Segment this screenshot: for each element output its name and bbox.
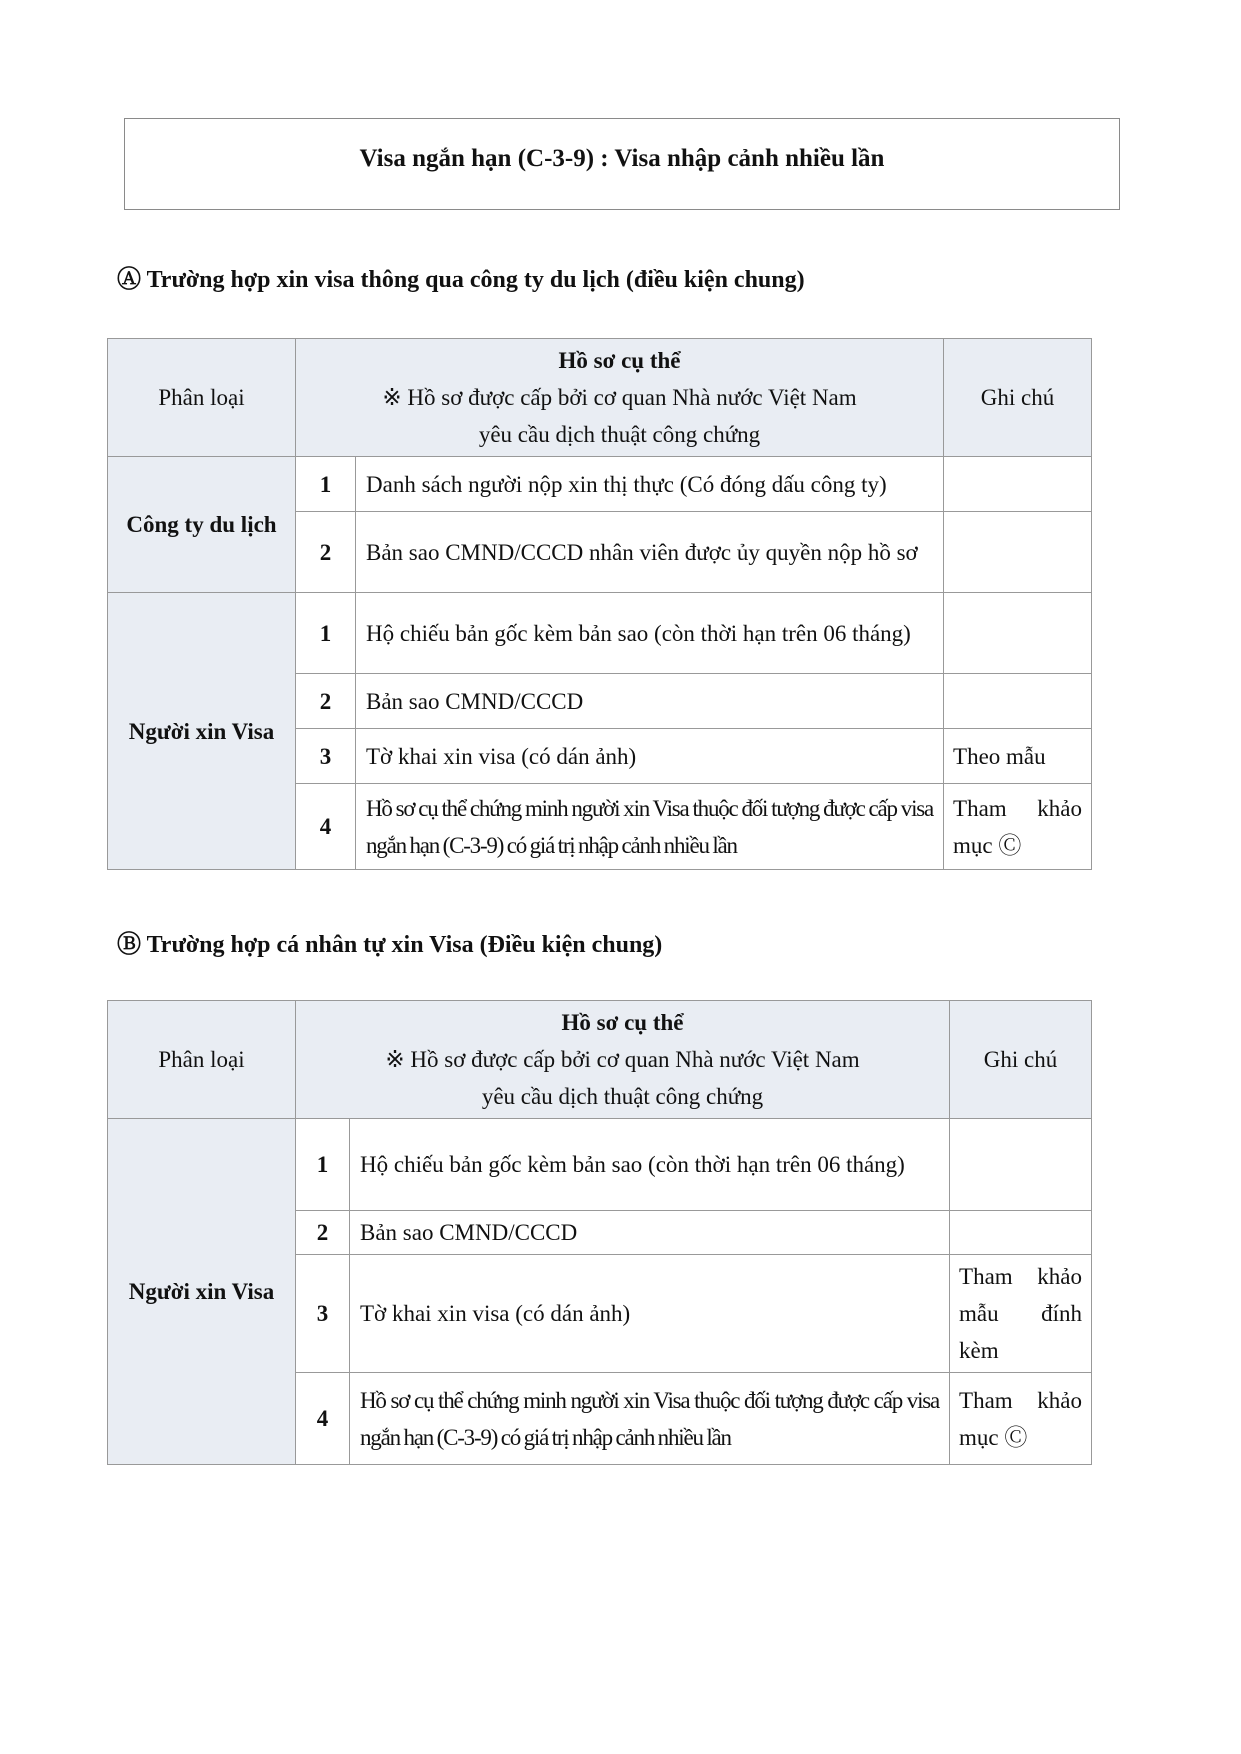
document-description: Hồ sơ cụ thể chứng minh người xin Visa thuộc đối tượng được cấp visa ngắn hạn (C-3-9) có giá trị nhập cảnh nhiều lần [356,784,944,870]
row-number: 1 [296,457,356,512]
table-row [108,1119,1092,1211]
requirements-table-individual [107,1000,1092,1465]
header-documents-title: Hồ sơ cụ thể [561,1010,684,1035]
note-cell: Tham khảo mục Ⓒ [944,784,1092,870]
note-cell [950,1119,1092,1211]
note-cell [944,593,1092,674]
row-number: 2 [296,512,356,593]
note-cell [944,512,1092,593]
row-number: 1 [296,593,356,674]
table-row [108,593,1092,674]
section-b-heading: Ⓑ Trường hợp cá nhân tự xin Visa (Điều kiện chung) [117,932,663,958]
document-description: Tờ khai xin visa (có dán ảnh) [350,1255,950,1373]
note-cell [950,1211,1092,1255]
document-description: Hồ sơ cụ thể chứng minh người xin Visa thuộc đối tượng được cấp visa ngắn hạn (C-3-9) có giá trị nhập cảnh nhiều lần [350,1373,950,1465]
header-documents-note: ※ Hồ sơ được cấp bởi cơ quan Nhà nước Việt Nam [382,385,857,410]
note-cell: Tham khảo mục Ⓒ [950,1373,1092,1465]
category-cell-travel-agency: Công ty du lịch [108,457,296,593]
document-description: Hộ chiếu bản gốc kèm bản sao (còn thời hạn trên 06 tháng) [350,1119,950,1211]
document-description: Bản sao CMND/CCCD [356,674,944,729]
row-number: 1 [296,1119,350,1211]
header-documents [296,339,944,457]
category-cell-applicant: Người xin Visa [108,1119,296,1465]
header-category: Phân loại [108,339,296,457]
header-documents-note-2: yêu cầu dịch thuật công chứng [478,422,761,447]
row-number: 4 [296,784,356,870]
document-description: Bản sao CMND/CCCD [350,1211,950,1255]
note-cell: Theo mẫu [944,729,1092,784]
table-header-row [108,339,1092,457]
header-note: Ghi chú [950,1001,1092,1119]
header-documents [296,1001,950,1119]
header-documents-title: Hồ sơ cụ thể [558,348,681,373]
note-cell [944,674,1092,729]
note-cell [944,457,1092,512]
document-title: Visa ngắn hạn (C-3-9) : Visa nhập cảnh nhiều lần [359,145,885,172]
table-row [108,457,1092,512]
section-a-heading: Ⓐ Trường hợp xin visa thông qua công ty du lịch (điều kiện chung) [117,267,805,293]
document-description: Danh sách người nộp xin thị thực (Có đóng dấu công ty) [356,457,944,512]
document-description: Tờ khai xin visa (có dán ảnh) [356,729,944,784]
document-title-box [124,118,1120,210]
category-cell-applicant: Người xin Visa [108,593,296,870]
note-cell: Tham khảo mẫu đính kèm [950,1255,1092,1373]
row-number: 2 [296,1211,350,1255]
requirements-table-travel-agency [107,338,1092,870]
header-documents-note: ※ Hồ sơ được cấp bởi cơ quan Nhà nước Việt Nam [385,1047,860,1072]
row-number: 4 [296,1373,350,1465]
header-category: Phân loại [108,1001,296,1119]
header-documents-note-2: yêu cầu dịch thuật công chứng [481,1084,764,1109]
header-note: Ghi chú [944,339,1092,457]
table-header-row [108,1001,1092,1119]
document-description: Bản sao CMND/CCCD nhân viên được ủy quyền nộp hồ sơ [356,512,944,593]
row-number: 3 [296,729,356,784]
row-number: 3 [296,1255,350,1373]
document-description: Hộ chiếu bản gốc kèm bản sao (còn thời hạn trên 06 tháng) [356,593,944,674]
row-number: 2 [296,674,356,729]
